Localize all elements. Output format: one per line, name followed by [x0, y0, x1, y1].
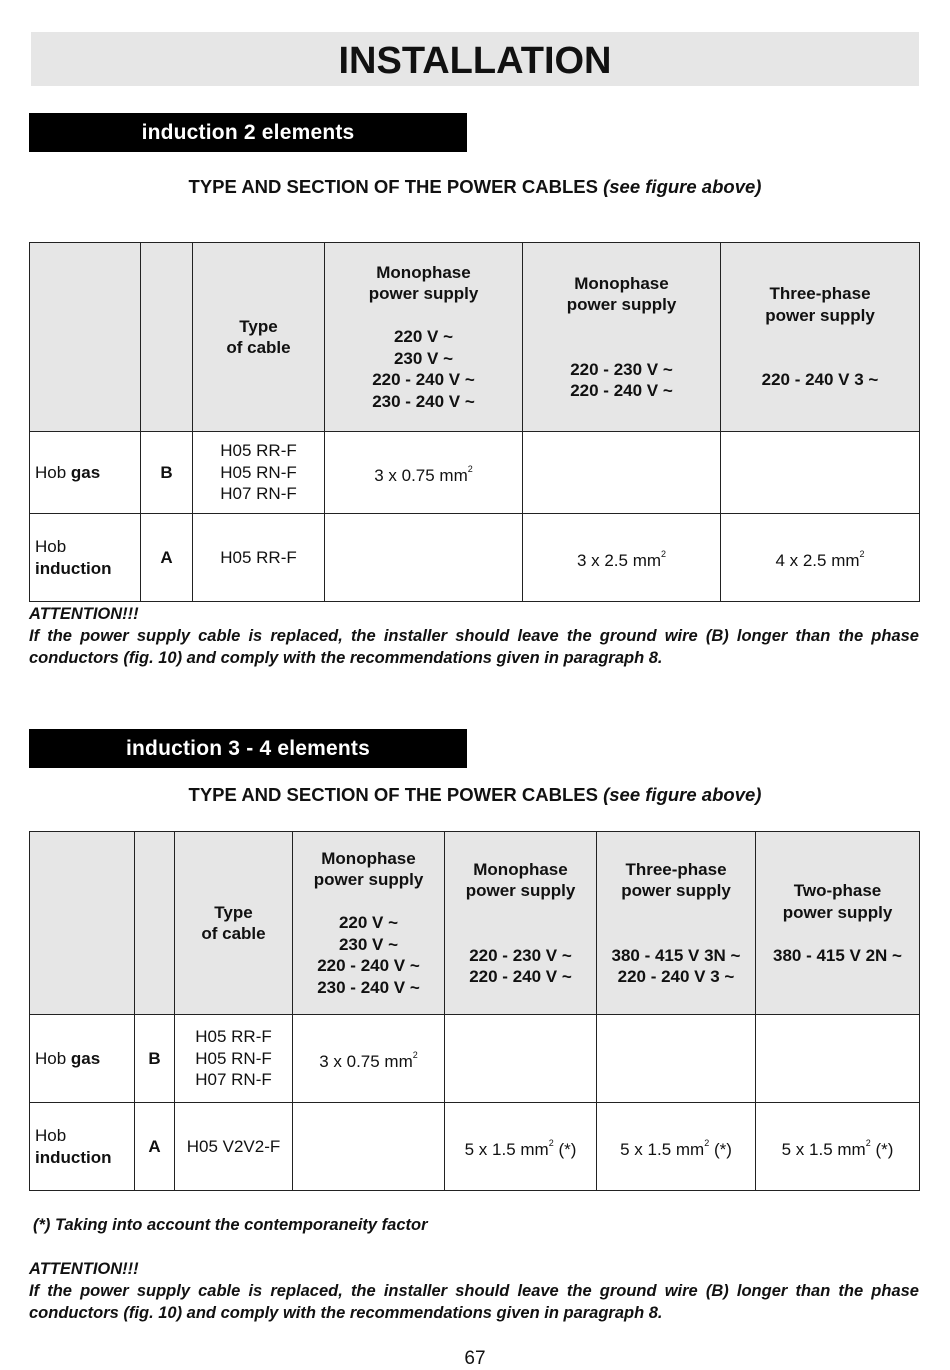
cable-value-cell: [325, 514, 523, 602]
cable-section-value: 5 x 1.5 $mm^2$ (*): [464, 1137, 577, 1159]
cell-line: [674, 903, 679, 922]
table-row-hob-induction: [30, 1103, 920, 1191]
cell-line: 230 V ~: [393, 348, 454, 368]
row-label: Hob gas: [30, 432, 141, 514]
cell-line: of cable: [226, 338, 291, 357]
cell-line: [835, 924, 840, 943]
cell-line: 380 - 415 V 2N ~: [772, 945, 902, 965]
cable-value-cell: [293, 1103, 445, 1191]
row-code: B: [141, 432, 193, 514]
cell-line: Three-phase: [769, 284, 871, 304]
attention-title: ATTENTION!!!: [29, 605, 139, 623]
header-cell-three-phase: [721, 243, 920, 432]
cell-line: 220 - 240 V ~: [570, 381, 673, 400]
header-cell-monophase-2: [445, 832, 597, 1015]
cable-value-cell: [597, 1103, 756, 1191]
cell-line: [674, 924, 679, 943]
cell-line: 230 - 240 V ~: [372, 391, 475, 411]
page-number: 67: [464, 1348, 486, 1369]
cell-line: H05 RN-F: [195, 1048, 272, 1068]
cell-line: H05 RR-F: [220, 547, 297, 567]
cable-value-cell: [523, 514, 721, 602]
cell-line: H05 RR-F: [195, 1027, 272, 1047]
cell-line: 220 V ~: [338, 913, 399, 933]
cable-value-cell: [293, 1015, 445, 1103]
cable-value-cell: [445, 1015, 597, 1103]
header-cell-three-phase: [597, 832, 756, 1015]
cell-line: H07 RN-F: [220, 484, 297, 504]
header-cell-two-phase: [756, 832, 920, 1015]
cable-value-cell: [597, 1015, 756, 1103]
cell-line: 230 - 240 V ~: [317, 977, 420, 997]
cell-line: [818, 349, 823, 368]
cell-line: [518, 903, 523, 922]
cell-line: Monophase: [321, 848, 416, 868]
cell-line: H07 RN-F: [195, 1070, 272, 1090]
cell-line: Monophase: [376, 262, 471, 282]
page-title: INSTALLATION: [31, 32, 919, 86]
cable-value-cell: [756, 1015, 920, 1103]
cell-line: 220 - 230 V ~: [469, 945, 572, 965]
cell-line: [619, 338, 624, 357]
cable-table-heading: TYPE AND SECTION OF THE POWER CABLES (see figure above): [188, 784, 762, 805]
cell-line: Type: [239, 316, 278, 336]
squared-superscript: 2: [704, 1137, 710, 1148]
cable-value-cell: [721, 514, 920, 602]
header-cell-monophase-1: [325, 243, 523, 432]
cable-value-cell: [325, 432, 523, 514]
squared-superscript: 2: [859, 548, 865, 559]
cell-line: power supply: [765, 305, 875, 325]
squared-superscript: 2: [661, 548, 667, 559]
table-header-row: [30, 832, 920, 1015]
header-cell-type-of-cable: [175, 832, 293, 1015]
squared-superscript: 2: [412, 1049, 418, 1060]
section-title-induction-2: induction 2 elements: [29, 113, 467, 152]
cell-line: [518, 924, 523, 943]
cell-line: [83, 338, 88, 357]
cell-line: power supply: [465, 881, 576, 900]
squared-superscript: 2: [467, 463, 473, 474]
header-cell: [141, 243, 193, 432]
cell-line: power supply: [368, 284, 479, 304]
table-row-hob-induction: [30, 514, 920, 602]
table-row-hob-gas: [30, 1015, 920, 1103]
cable-type-cell: [175, 1015, 293, 1103]
attention-text: If the power supply cable is replaced, the installer should leave the ground wire (B) longer than the phase conductors (fig. 10) and comply with the recommendations given in paragraph 8.: [29, 627, 919, 667]
cell-line: [152, 913, 157, 932]
cell-line: 230 V ~: [338, 934, 399, 954]
cable-table-heading: TYPE AND SECTION OF THE POWER CABLES (see figure above): [188, 176, 762, 197]
power-cable-table-3-4-elements: [29, 831, 920, 1191]
power-cable-table-2-elements: [29, 242, 920, 602]
section-title-induction-3-4: induction 3 - 4 elements: [29, 729, 467, 768]
row-label: Hob gas: [30, 1015, 135, 1103]
cell-line: [80, 913, 85, 932]
cell-line: power supply: [566, 295, 677, 314]
row-label: Hob induction: [30, 514, 141, 602]
cell-line: power supply: [621, 881, 731, 900]
cable-section-value: 5 x 1.5 $mm^2$ (*): [620, 1137, 732, 1159]
cell-line: 220 - 230 V ~: [570, 359, 673, 379]
cell-line: 220 - 240 V ~: [372, 370, 475, 390]
cable-value-cell: [523, 432, 721, 514]
cell-line: 380 - 415 V 3N ~: [611, 945, 741, 965]
header-cell: [30, 243, 141, 432]
cable-section-value: 4 x 2.5 $mm^2$: [775, 548, 865, 570]
cell-line: [818, 327, 823, 346]
table-row-hob-gas: [30, 432, 920, 514]
cell-line: Type: [214, 902, 253, 922]
row-code: A: [135, 1103, 175, 1191]
cell-line: Monophase: [473, 859, 568, 879]
cell-line: 220 - 240 V ~: [317, 956, 420, 976]
cell-line: H05 RR-F: [220, 441, 297, 461]
cell-line: Monophase: [574, 273, 669, 293]
cell-line: 220 - 240 V 3 ~: [617, 967, 735, 986]
cell-line: [83, 317, 88, 336]
cable-section-value: 3 x 0.75 $mm^2$: [374, 463, 473, 485]
attention-text: If the power supply cable is replaced, the installer should leave the ground wire (B) longer than the phase conductors (fig. 10) and comply with the recommendations given in paragraph 8.: [29, 1282, 919, 1322]
cell-line: 220 - 240 V ~: [469, 967, 572, 986]
cell-line: power supply: [782, 902, 893, 922]
cell-line: of cable: [201, 924, 266, 943]
header-cell-monophase-2: [523, 243, 721, 432]
cell-line: [421, 306, 426, 325]
cable-section-value: 5 x 1.5 $mm^2$ (*): [781, 1137, 894, 1159]
header-cell-monophase-1: [293, 832, 445, 1015]
cell-line: Two-phase: [793, 881, 882, 900]
squared-superscript: 2: [548, 1137, 554, 1148]
cell-line: [164, 327, 169, 346]
cable-type-cell: [175, 1103, 293, 1191]
cell-line: [366, 892, 371, 911]
cable-value-cell: [756, 1103, 920, 1191]
cell-line: H05 RN-F: [220, 462, 297, 482]
row-code: A: [141, 514, 193, 602]
attention-note: [29, 603, 919, 669]
cell-line: [619, 317, 624, 336]
contemporaneity-footnote: (*) Taking into account the contemporaneity factor: [33, 1216, 428, 1234]
header-cell: [135, 832, 175, 1015]
cell-line: H05 V2V2-F: [186, 1136, 281, 1156]
row-code: B: [135, 1015, 175, 1103]
table-header-row: [30, 243, 920, 432]
attention-title: ATTENTION!!!: [29, 1260, 139, 1278]
squared-superscript: 2: [865, 1137, 871, 1148]
cable-section-value: 3 x 0.75 $mm^2$: [319, 1049, 418, 1071]
header-cell: [30, 832, 135, 1015]
cable-type-cell: [193, 514, 325, 602]
cable-value-cell: [445, 1103, 597, 1191]
cell-line: 220 V ~: [393, 327, 454, 347]
header-cell-type-of-cable: [193, 243, 325, 432]
cell-line: 220 - 240 V 3 ~: [761, 370, 879, 390]
cable-type-cell: [193, 432, 325, 514]
cable-value-cell: [721, 432, 920, 514]
cable-section-value: 3 x 2.5 $mm^2$: [576, 548, 667, 570]
attention-note: [29, 1258, 919, 1324]
row-label: Hob induction: [30, 1103, 135, 1191]
cell-line: power supply: [313, 870, 424, 890]
cell-line: Three-phase: [625, 859, 727, 879]
